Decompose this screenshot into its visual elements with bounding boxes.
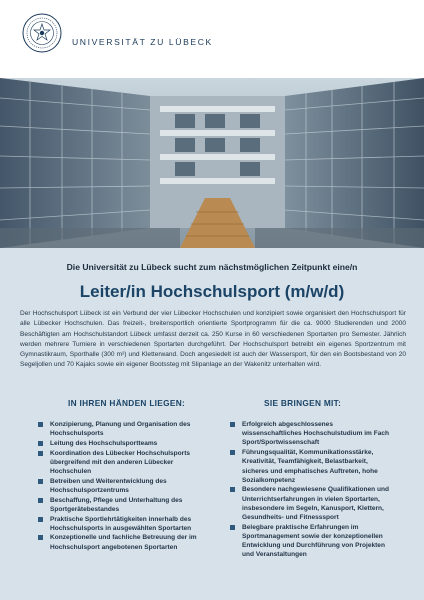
list-item-text: Leitung des Hochschulsportteams bbox=[50, 439, 158, 447]
list-item bbox=[38, 439, 198, 448]
list-item bbox=[38, 533, 198, 551]
list-item-text: Konzeptionelle und fachliche Betreuung der im Hochschulsport angebotenen Sportarten bbox=[50, 534, 197, 551]
square-bullet-icon bbox=[230, 525, 235, 530]
square-bullet-icon bbox=[38, 479, 43, 484]
job-description: Der Hochschulsport Lübeck ist ein Verbund der vier Lübecker Hochschulen und konzipiert sowie organisiert den Hochschulsport für alle Lübecker Hochschulen. Das freizeit-, breitensportlich orientierte Sportprogramm für die ca. 9000 Studierenden und 2000 Beschäftigten am Hochschulstandort Lübeck umfasst derzeit ca. 250 Kurse in 60 verschiedenen Sportarten pro Semester. Jährlich werden mehrere Turniere in verschiedenen Sportarten durchgeführt. Der Hochschulsport betreibt ein eigenes Sportzentrum mit Gymnastikraum, Sporthalle (300 m²) und Kletterwand. Doch angesiedelt ist auch der Wassersport, für den ein Bootsbestand von 20 Segeljollen und 70 Kajaks sowie ein eigener Bootssteg mit Slipanlage an der Wakenitz unterhalten wird. bbox=[20, 310, 406, 369]
header bbox=[0, 0, 424, 78]
requirements-column bbox=[230, 398, 390, 560]
list-item-text: Koordination des Lübecker Hochschulsports übergreifend mit den anderen Lübecker Hochschulen bbox=[50, 449, 191, 476]
list-item-text: Führungsqualität, Kommunikationsstärke, Kreativität, Teamfähigkeit, Belastbarkeit, sicheres und emphatisches Auftreten, hohe Sozialkompetenz bbox=[242, 449, 378, 484]
square-bullet-icon bbox=[230, 487, 235, 492]
list-item bbox=[230, 448, 390, 485]
list-item-text: Praktische Sportlehrtätigkeiten innerhalb des Hochschulsports in ausgewählten Sportarten bbox=[50, 515, 192, 532]
list-item-text: Betreiben und Weiterentwicklung des Hochschulsportzentrums bbox=[50, 477, 167, 494]
responsibilities-column bbox=[38, 398, 198, 552]
intro-line: Die Universität zu Lübeck sucht zum nächstmöglichen Zeitpunkt eine/n bbox=[66, 262, 358, 272]
list-item bbox=[38, 449, 198, 477]
university-name: UNIVERSITÄT ZU LÜBECK bbox=[72, 37, 213, 47]
square-bullet-icon bbox=[230, 450, 235, 455]
building-atrium-photo bbox=[0, 78, 424, 248]
list-item bbox=[38, 496, 198, 514]
responsibilities-heading: IN IHREN HÄNDEN LIEGEN: bbox=[68, 398, 186, 408]
square-bullet-icon bbox=[230, 422, 235, 427]
list-item-text: Erfolgreich abgeschlossenes wissenschaftliches Hochschulstudium im Fach Sport/Sportwissenschaft bbox=[242, 421, 389, 447]
list-item bbox=[230, 420, 390, 448]
square-bullet-icon bbox=[38, 498, 43, 503]
square-bullet-icon bbox=[38, 422, 43, 427]
list-item bbox=[38, 420, 198, 438]
list-item-text: Beschaffung, Pflege und Unterhaltung des Sportgerätebestandes bbox=[50, 496, 183, 513]
square-bullet-icon bbox=[38, 535, 43, 540]
requirements-heading: SIE BRINGEN MIT: bbox=[264, 398, 342, 408]
square-bullet-icon bbox=[38, 451, 43, 456]
list-item bbox=[38, 515, 198, 533]
square-bullet-icon bbox=[38, 441, 43, 446]
square-bullet-icon bbox=[38, 517, 43, 522]
job-title: Leiter/in Hochschulsport (m/w/d) bbox=[79, 282, 345, 301]
requirements-list bbox=[230, 420, 390, 560]
university-seal-icon bbox=[22, 13, 62, 53]
list-item-text: Belegbare praktische Erfahrungen im Sportmanagement sowie der konzeptionellen Entwicklung und Durchführung von Projekten und Veranstaltungen bbox=[242, 523, 385, 559]
list-item bbox=[230, 485, 390, 522]
list-item-text: Konzipierung, Planung und Organisation des Hochschulsports bbox=[50, 421, 191, 438]
responsibilities-list bbox=[38, 420, 198, 552]
list-item-text: Besondere nachgewiesene Qualifikationen und Unterrichtserfahrungen in vielen Sportarten, insbesondere im Segeln, Kanusport, Klettern, Gesundheits- und Fitnesssport bbox=[242, 486, 389, 522]
list-item bbox=[230, 523, 390, 560]
list-item bbox=[38, 477, 198, 495]
